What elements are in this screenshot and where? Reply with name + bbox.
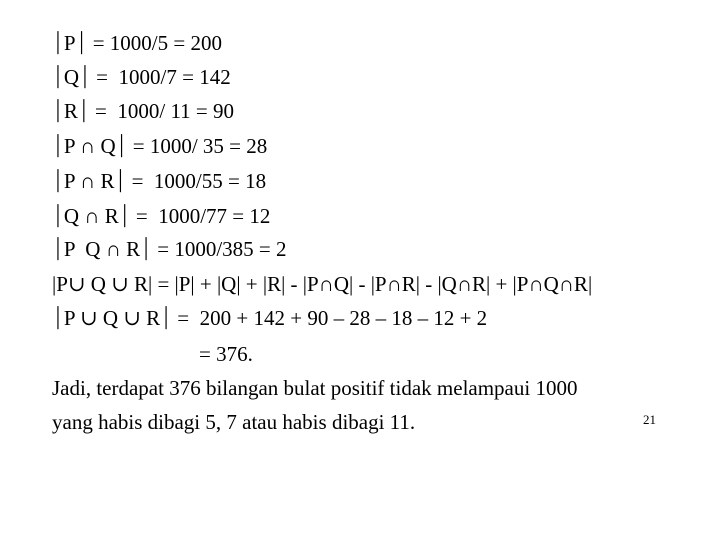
- line-q-intersect-r: ⏐Q ∩ R⏐ = 1000/77 = 12: [52, 204, 271, 228]
- page-number: 21: [643, 412, 656, 427]
- line-p-intersect-r: ⏐P ∩ R⏐ = 1000/55 = 18: [52, 169, 267, 193]
- line-p-intersect-q: ⏐P ∩ Q⏐ = 1000/ 35 = 28: [52, 134, 268, 158]
- line-p-intersect-q-intersect-r: ⏐P Q ∩ R⏐ = 1000/385 = 2: [52, 237, 287, 261]
- line-r: ⏐R⏐ = 1000/ 11 = 90: [52, 99, 235, 123]
- line-union-value: ⏐P ∪ Q ∪ R⏐ = 200 + 142 + 90 – 28 – 18 – 12 + 2: [52, 306, 488, 330]
- conclusion-line-1: Jadi, terdapat 376 bilangan bulat positif tidak melampaui 1000: [52, 376, 578, 400]
- line-q: ⏐Q⏐ = 1000/7 = 142: [52, 65, 231, 89]
- conclusion-line-2: yang habis dibagi 5, 7 atau habis dibagi 11.: [52, 410, 416, 434]
- line-union-result: = 376.: [199, 342, 253, 366]
- line-union-formula: |P∪ Q ∪ R| = |P| + |Q| + |R| - |P∩Q| - |P∩R| - |Q∩R| + |P∩Q∩R|: [52, 272, 593, 296]
- line-p: ⏐P⏐ = 1000/5 = 200: [52, 31, 222, 55]
